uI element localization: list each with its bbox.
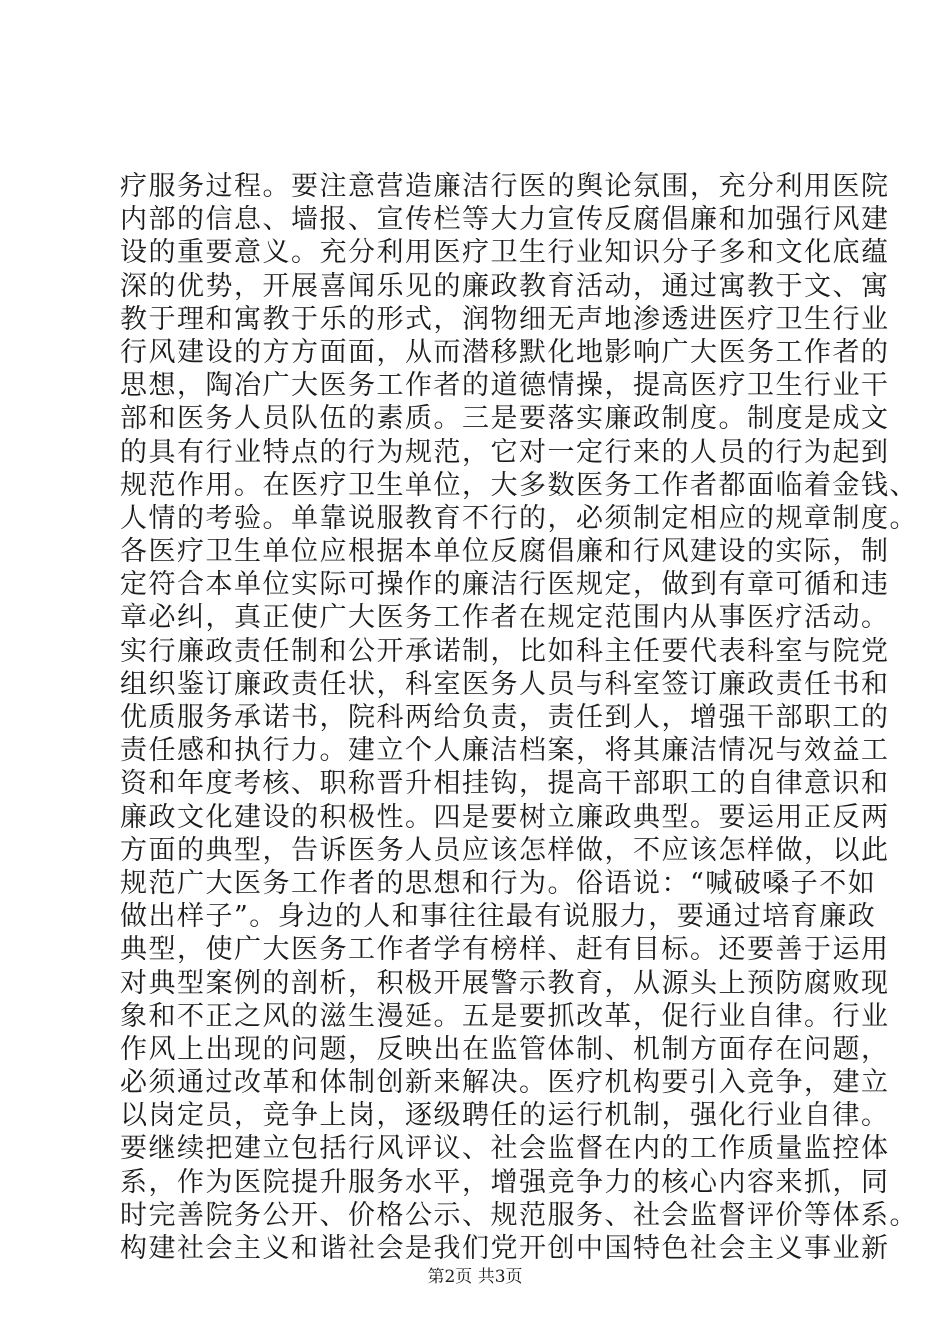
text-line: 对典型案例的剖析，积极开展警示教育，从源头上预防腐败现 [120, 967, 890, 999]
text-line: 系，作为医院提升服务水平，增强竞争力的核心内容来抓，同 [120, 1166, 890, 1198]
text-line: 责任感和执行力。建立个人廉洁档案，将其廉洁情况与效益工 [120, 735, 890, 767]
page-footer: 第2页 共3页 [427, 1267, 523, 1287]
text-line: 典型，使广大医务工作者学有榜样、赶有目标。还要善于运用 [120, 934, 890, 966]
text-line: 做出样子”。身边的人和事往往最有说服力，要通过培育廉政 [120, 901, 877, 933]
text-line: 教于理和寓教于乐的形式，润物细无声地渗透进医疗卫生行业 [120, 303, 890, 335]
text-line: 定符合本单位实际可操作的廉洁行医规定，做到有章可循和违 [120, 569, 890, 601]
text-line: 实行廉政责任制和公开承诺制，比如科主任要代表科室与院党 [120, 635, 890, 667]
text-line: 内部的信息、墙报、宣传栏等大力宣传反腐倡廉和加强行风建 [120, 204, 890, 236]
text-line: 疗服务过程。要注意营造廉洁行医的舆论氛围，充分利用医院 [120, 171, 890, 202]
text-line: 设的重要意义。充分利用医疗卫生行业知识分子多和文化底蕴 [120, 237, 890, 269]
text-line: 组织鉴订廉政责任状，科室医务人员与科室签订廉政责任书和 [120, 668, 890, 700]
text-line: 作风上出现的问题，反映出在监管体制、机制方面存在问题， [120, 1033, 890, 1065]
text-line: 资和年度考核、职称晋升相挂钩，提高干部职工的自律意识和 [120, 768, 890, 800]
text-line: 优质服务承诺书，院科两给负责，责任到人，增强干部职工的 [120, 702, 890, 733]
text-line: 规范作用。在医疗卫生单位，大多数医务工作者都面临着金钱、 [120, 469, 918, 501]
text-line: 必须通过改革和体制创新来解决。医疗机构要引入竞争，建立 [120, 1067, 890, 1099]
text-line: 以岗定员，竞争上岗，逐级聘任的运行机制，强化行业自律。 [120, 1100, 890, 1132]
text-line: 要继续把建立包括行风评议、社会监督在内的工作质量监控体 [120, 1133, 890, 1165]
text-line: 思想，陶冶广大医务工作者的道德情操，提高医疗卫生行业干 [120, 370, 890, 402]
body-text [120, 170, 918, 1265]
text-line: 的具有行业特点的行为规范，它对一定行来的人员的行为起到 [120, 436, 890, 468]
text-line: 部和医务人员队伍的素质。三是要落实廉政制度。制度是成文 [120, 403, 890, 435]
text-line: 象和不正之风的滋生漫延。五是要抓改革，促行业自律。行业 [120, 1000, 890, 1032]
text-line: 各医疗卫生单位应根据本单位反腐倡廉和行风建设的实际，制 [120, 536, 890, 568]
text-line: 时完善院务公开、价格公示、规范服务、社会监督评价等体系。 [120, 1199, 918, 1231]
text-line: 方面的典型，告诉医务人员应该怎样做，不应该怎样做，以此 [120, 834, 890, 866]
text-line: 深的优势，开展喜闻乐见的廉政教育活动，通过寓教于文、寓 [120, 270, 890, 302]
text-line: 廉政文化建设的积极性。四是要树立廉政典型。要运用正反两 [120, 801, 890, 833]
text-line: 规范广大医务工作者的思想和行为。俗语说：“喊破嗓子不如 [120, 867, 877, 899]
text-line: 行风建设的方方面面，从而潜移默化地影响广大医务工作者的 [120, 336, 890, 368]
text-line: 构建社会主义和谐社会是我们党开创中国特色社会主义事业新 [120, 1233, 890, 1264]
text-line: 章必纠，真正使广大医务工作者在规定范围内从事医疗活动。 [120, 602, 890, 634]
text-line: 人情的考验。单靠说服教育不行的，必须制定相应的规章制度。 [120, 502, 918, 534]
